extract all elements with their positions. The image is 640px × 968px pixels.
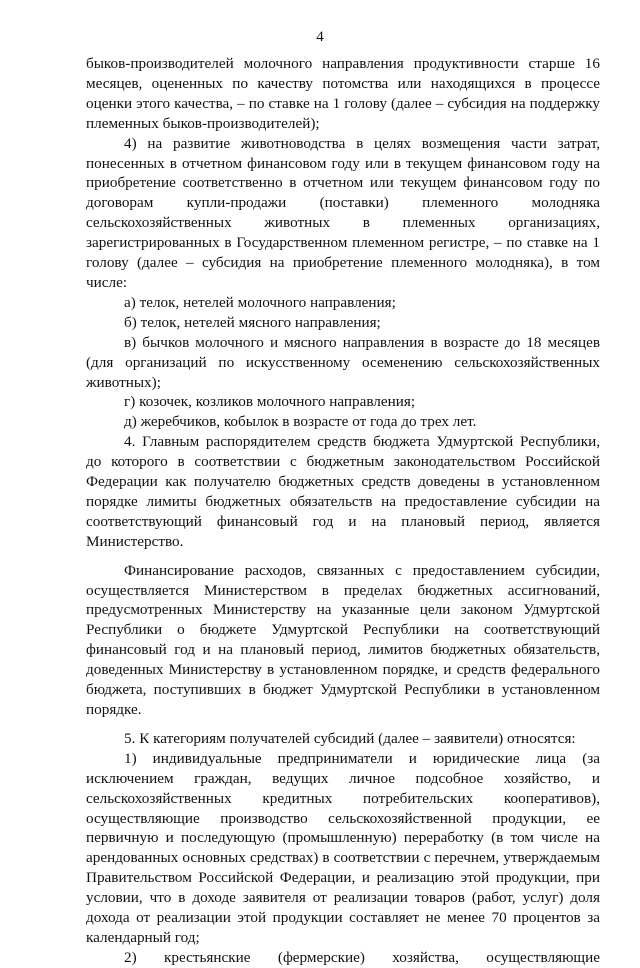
paragraph-subitem-d: д) жеребчиков, кобылок в возрасте от года до трех лет. [124,413,477,431]
paragraph-section-4-main-administrator: 4. Главным распорядителем средств бюджета Удмуртской Республики, до которого в соответствии с бюджетным законодательством Российской Федерации как получателю бюджетных средств доведены в установленном порядке лимиты бюджетных обязательств на предоставление субсидии на соответствующий финансовый год и на плановый период, является Министерство. [86,433,600,550]
paragraph-subitem-a: а) телок, нетелей молочного направления; [124,293,396,311]
paragraph-item-4-young-stock: 4) на развитие животноводства в целях возмещения части затрат, понесенных в отчетном финансовом году или в текущем финансовом году на приобретение соответственно в отчетном или текущем финансовом году по договорам купли-продажи (поставки) племенного молодняка сельскохозяйственных животных в племенных организациях, зарегистрированных в Государственном племенном регистре, – по ставке на 1 голову (далее – субсидия на приобретение племенного молодняка), в том числе: [86,134,600,291]
paragraph-section-5-applicants: 5. К категориям получателей субсидий (далее – заявители) относятся: [124,729,576,747]
paragraph-subitem-b: б) телок, нетелей мясного направления; [124,313,381,331]
document-body [86,54,600,968]
paragraph-applicant-2: 2) крестьянские (фермерские) хозяйства, осуществляющие [124,948,600,966]
paragraph-subitem-g: г) козочек, козликов молочного направления; [124,393,416,411]
paragraph-applicant-1: 1) индивидуальные предприниматели и юридические лица (за исключением граждан, ведущих личное подсобное хозяйство, и сельскохозяйственных кредитных потребительских кооперативов), осуществляющие производство сельскохозяйственной продукции, ее первичную и последующую (промышленную) переработку (в том числе на арендованных основных средствах) в соответствии с перечнем, утверждаемым Правительством Российской Федерации, и реализацию этой продукции, при условии, что в доходе заявителя от реализации товаров (работ, услуг) доля дохода от реализации этой продукции составляет не менее 70 процентов за календарный год; [86,749,600,946]
page-number: 4 [316,29,324,45]
paragraph-bulls-continuation: быков-производителей молочного направления продуктивности старше 16 месяцев, оцененных по качеству потомства или находящихся в процессе оценки этого качества, – по ставке на 1 голову (далее – субсидия на поддержку племенных быков-производителей); [86,55,600,132]
paragraph-subitem-v: в) бычков молочного и мясного направления в возрасте до 18 месяцев (для организаций по искусственному осеменению сельскохозяйственных животных); [86,333,600,391]
paragraph-financing: Финансирование расходов, связанных с предоставлением субсидии, осуществляется Министерством в пределах бюджетных ассигнований, предусмотренных Министерству на указанные цели законом Удмуртской Республики о бюджете Удмуртской Республики на соответствующий финансовый год и на плановый период, лимитов бюджетных обязательств, доведенных Министерству в установленном порядке, и средств федерального бюджета, поступивших в бюджет Удмуртской Республики в установленном порядке. [86,561,600,718]
